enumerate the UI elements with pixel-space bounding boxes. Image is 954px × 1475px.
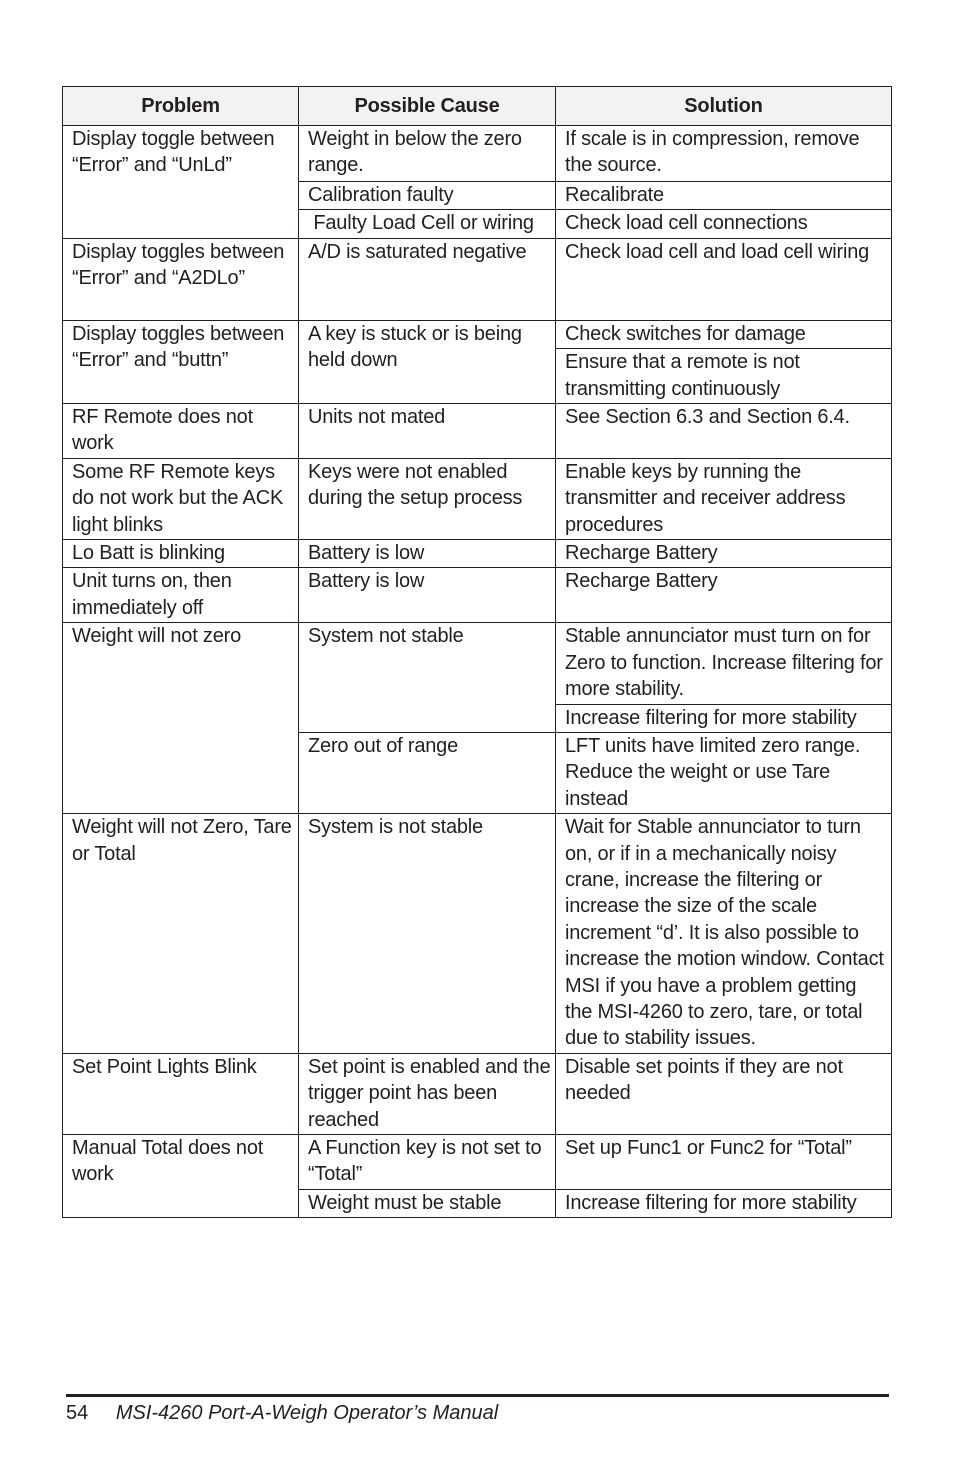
troubleshooting-table — [62, 86, 892, 1218]
solution-cell: Increase filtering for more stability — [556, 704, 892, 732]
cause-cell: Units not mated — [299, 404, 556, 459]
cause-cell: Weight in below the zero range. — [299, 126, 556, 182]
problem-cell: Lo Batt is blinking — [63, 540, 299, 568]
problem-cell: Some RF Remote keys do not work but the ACK light blinks — [63, 458, 299, 539]
problem-cell: Manual Total does not work — [63, 1135, 299, 1218]
solution-cell: If scale is in compression, remove the source. — [556, 126, 892, 182]
table-row — [63, 568, 892, 623]
table-row — [63, 238, 892, 320]
solution-cell: LFT units have limited zero range. Reduce the weight or use Tare instead — [556, 732, 892, 813]
cause-cell: Keys were not enabled during the setup process — [299, 458, 556, 539]
solution-cell: Increase filtering for more stability — [556, 1189, 892, 1217]
solution-cell: Disable set points if they are not needed — [556, 1053, 892, 1134]
table-row — [63, 623, 892, 704]
problem-cell: Display toggle between “Error” and “UnLd” — [63, 126, 299, 239]
table-row — [63, 320, 892, 348]
solution-cell: Enable keys by running the transmitter and receiver address procedures — [556, 458, 892, 539]
cause-cell: Faulty Load Cell or wiring — [299, 210, 556, 238]
cause-cell: Battery is low — [299, 540, 556, 568]
solution-cell: Set up Func1 or Func2 for “Total” — [556, 1135, 892, 1190]
solution-cell: See Section 6.3 and Section 6.4. — [556, 404, 892, 459]
problem-cell: Display toggles between “Error” and “A2DLo” — [63, 238, 299, 320]
manual-title: MSI-4260 Port-A-Weigh Operator’s Manual — [115, 1402, 499, 1424]
problem-cell: Set Point Lights Blink — [63, 1053, 299, 1134]
cause-cell: Calibration faulty — [299, 182, 556, 210]
table-row — [63, 540, 892, 568]
problem-cell: Weight will not zero — [63, 623, 299, 814]
problem-cell: RF Remote does not work — [63, 404, 299, 459]
table-row — [63, 1135, 892, 1190]
cause-cell: System not stable — [299, 623, 556, 733]
solution-cell: Recharge Battery — [556, 568, 892, 623]
cause-cell: Weight must be stable — [299, 1189, 556, 1217]
solution-cell: Check load cell connections — [556, 210, 892, 238]
problem-cell: Display toggles between “Error” and “buttn” — [63, 320, 299, 403]
cause-cell: System is not stable — [299, 814, 556, 1054]
solution-cell: Check load cell and load cell wiring — [556, 238, 892, 320]
solution-cell: Recalibrate — [556, 182, 892, 210]
table-header-row — [63, 87, 892, 126]
table-row — [63, 814, 892, 1054]
cause-cell: Set point is enabled and the trigger point has been reached — [299, 1053, 556, 1134]
cause-cell: Zero out of range — [299, 732, 556, 813]
problem-cell: Unit turns on, then immediately off — [63, 568, 299, 623]
solution-cell: Ensure that a remote is not transmitting continuously — [556, 349, 892, 404]
table-row — [63, 1053, 892, 1134]
cause-cell: Battery is low — [299, 568, 556, 623]
page-footer — [66, 1400, 498, 1426]
problem-cell: Weight will not Zero, Tare or Total — [63, 814, 299, 1054]
solution-cell: Check switches for damage — [556, 320, 892, 348]
header-problem: Problem — [63, 87, 299, 126]
footer-rule — [66, 1394, 889, 1397]
cause-cell: A/D is saturated negative — [299, 238, 556, 320]
table-row — [63, 404, 892, 459]
page-number: 54 — [66, 1402, 89, 1424]
cause-cell: A key is stuck or is being held down — [299, 320, 556, 403]
solution-cell: Wait for Stable annunciator to turn on, or if in a mechanically noisy crane, increase the filtering or increase the size of the scale increment “d’. It is also possible to increase the motion window. Contact MSI if you have a problem getting the MSI-4260 to zero, tare, or total due to stability issues. — [556, 814, 892, 1054]
solution-cell: Stable annunciator must turn on for Zero to function. Increase filtering for more stability. — [556, 623, 892, 704]
header-possible-cause: Possible Cause — [299, 87, 556, 126]
solution-cell: Recharge Battery — [556, 540, 892, 568]
table-row — [63, 126, 892, 182]
header-solution: Solution — [556, 87, 892, 126]
cause-cell: A Function key is not set to “Total” — [299, 1135, 556, 1190]
table-row — [63, 458, 892, 539]
